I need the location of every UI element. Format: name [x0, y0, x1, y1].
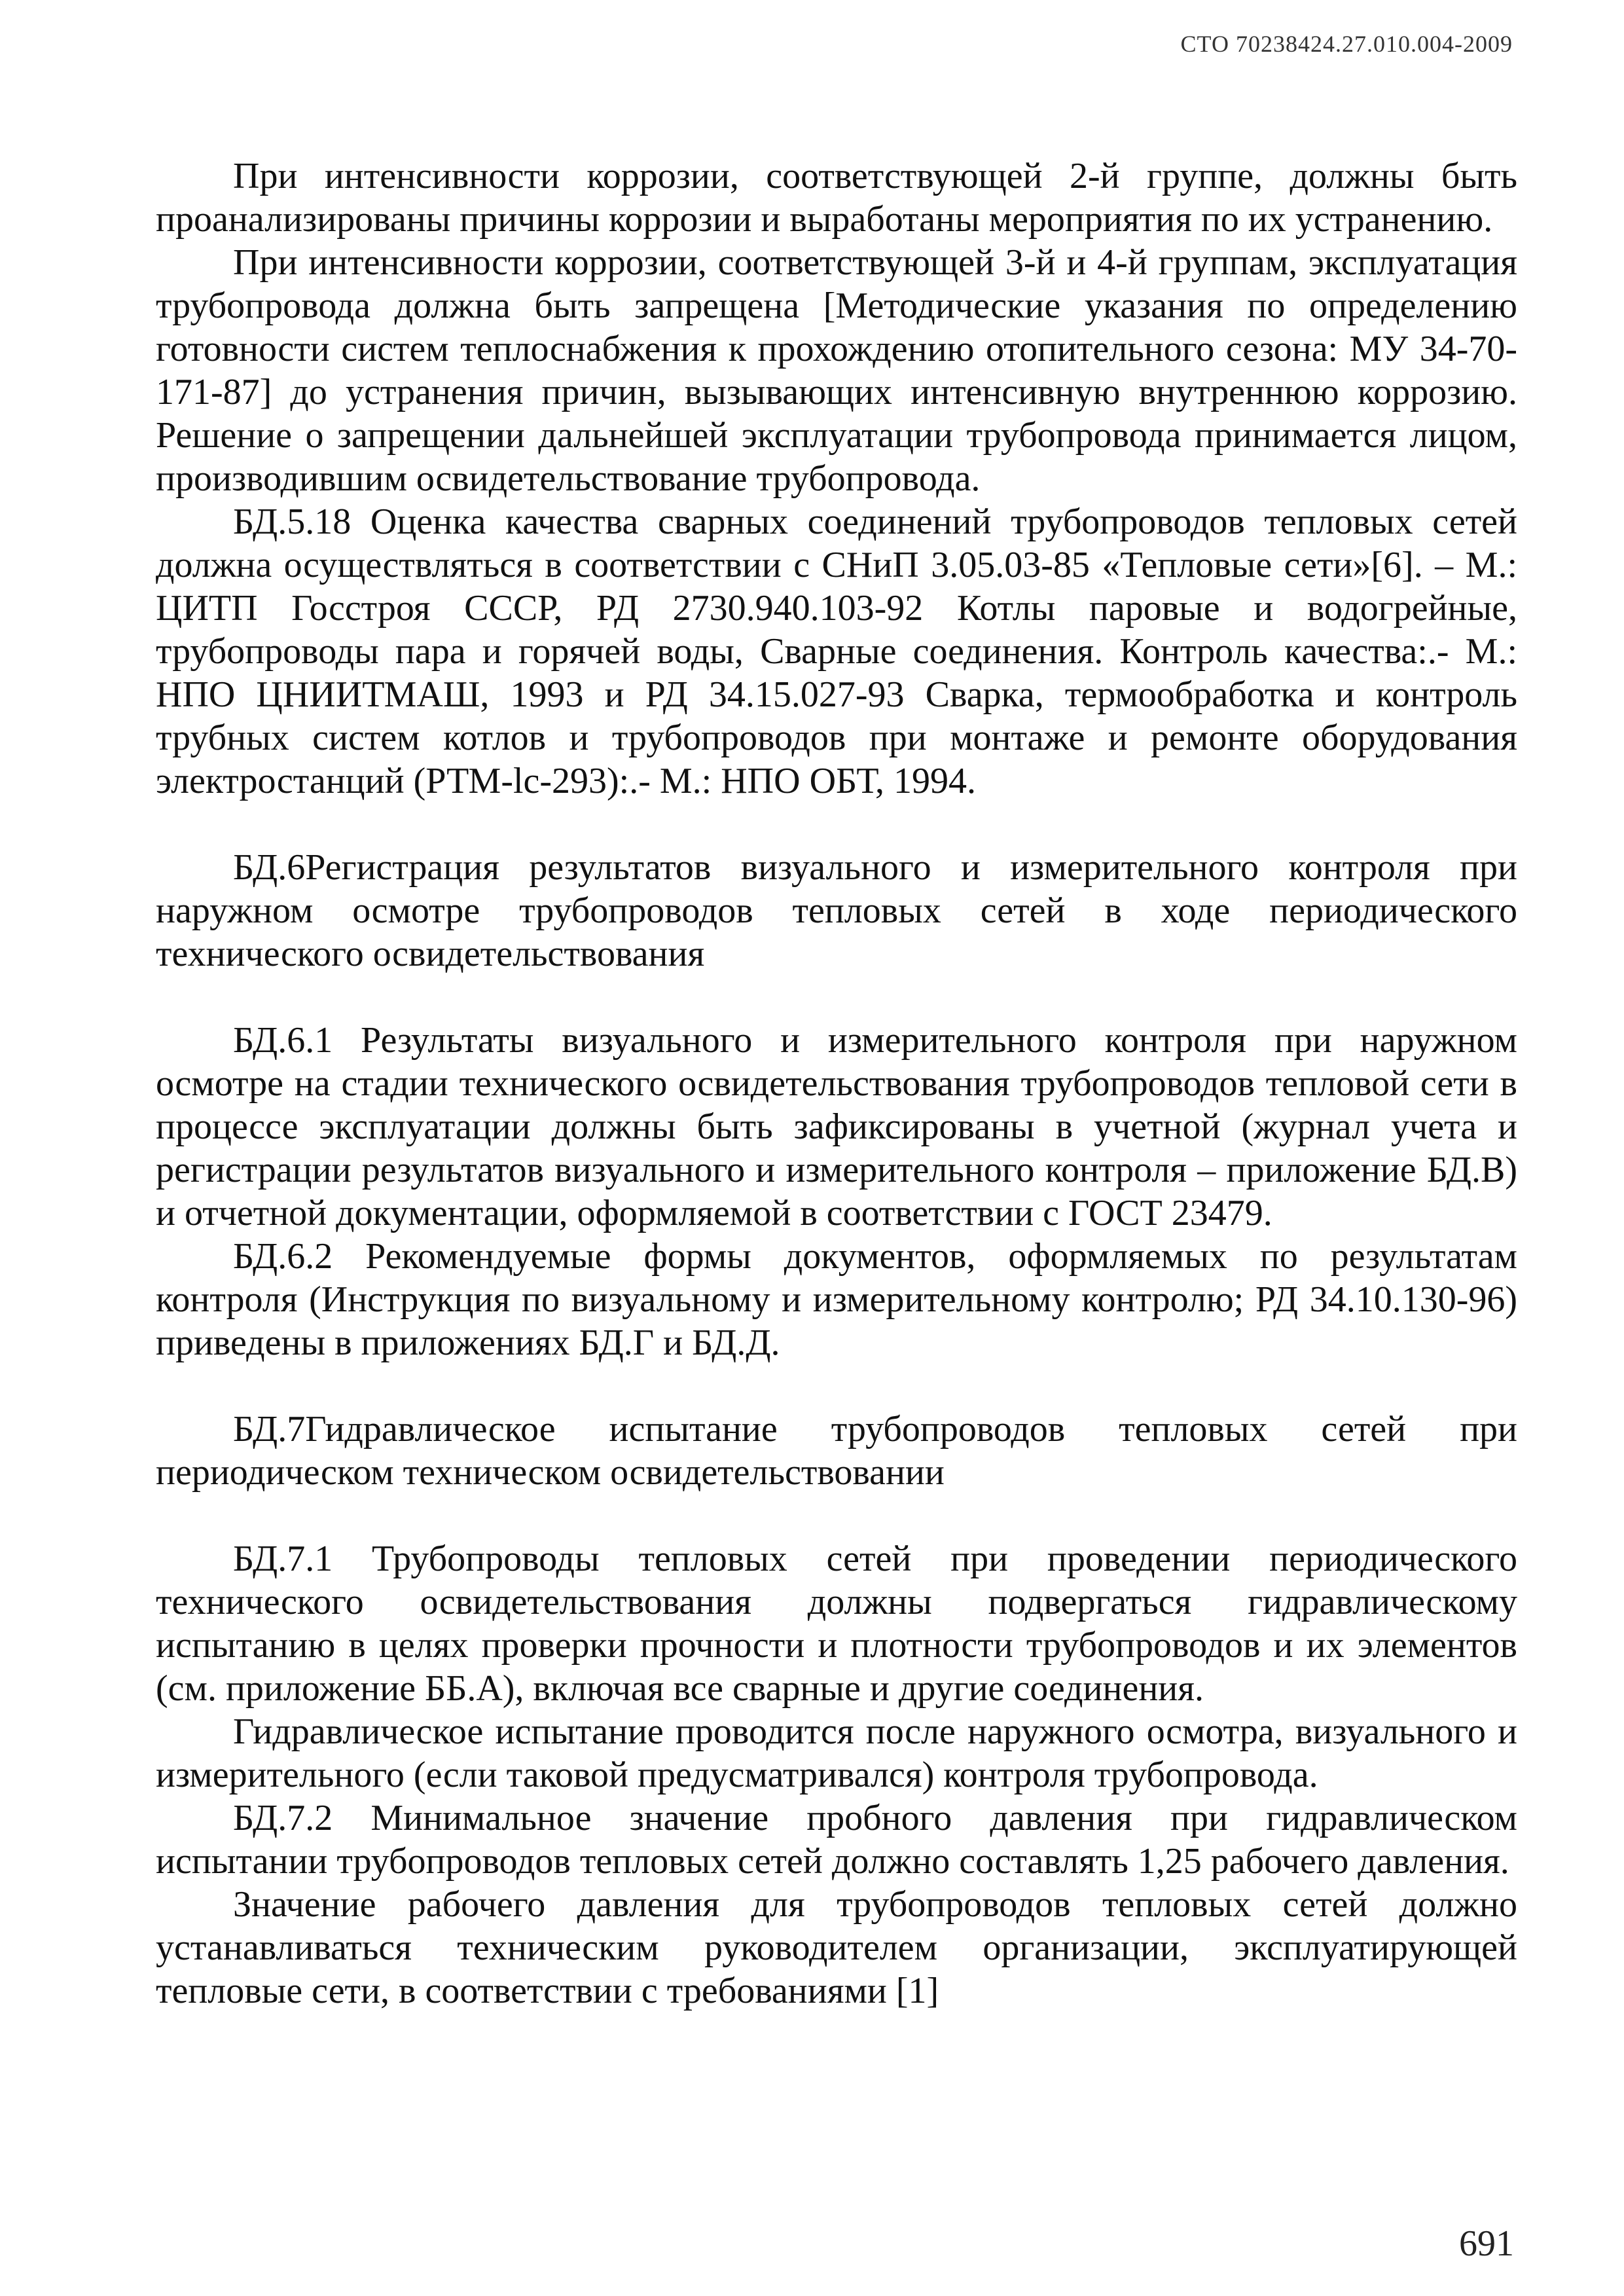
paragraph-bd-6-1: БД.6.1 Результаты визуального и измерительного контроля при наружном осмотре на стадии технического освидетельствования трубопроводов тепловой сети в процессе эксплуатации должны быть зафиксированы в учетной (журнал учета и регистрации результатов визуального и измерительного контроля – приложение БД.В) и отчетной документации, оформляемой в соответствии с ГОСТ 23479.: [156, 1020, 1517, 1233]
section-heading-bd-7: БД.7Гидравлическое испытание трубопроводов тепловых сетей при периодическом техническом освидетельствовании: [156, 1409, 1517, 1493]
paragraph-hydraulic-test-order: Гидравлическое испытание проводится после наружного осмотра, визуального и измерительного (если таковой предусматривался) контроля трубопровода.: [156, 1711, 1517, 1795]
paragraph-working-pressure: Значение рабочего давления для трубопроводов тепловых сетей должно устанавливаться техническим руководителем организации, эксплуатирующей тепловые сети, в соответствии с требованиями [1]: [156, 1884, 1517, 2011]
document-code-header: СТО 70238424.27.010.004-2009: [1180, 31, 1513, 57]
paragraph-bd-7-1: БД.7.1 Трубопроводы тепловых сетей при проведении периодического технического освидетельствования должны подвергаться гидравлическому испытанию в целях проверки прочности и плотности трубопроводов и их элементов (см. приложение ББ.А), включая все сварные и другие соединения.: [156, 1539, 1517, 1709]
section-heading-bd-6: БД.6Регистрация результатов визуального и измерительного контроля при наружном осмотре трубопроводов тепловых сетей в ходе периодического технического освидетельствования: [156, 847, 1517, 974]
paragraph-corrosion-group-3-4: При интенсивности коррозии, соответствующей 3-й и 4-й группам, эксплуатация трубопровода должна быть запрещена [Методические указания по определению готовности систем теплоснабжения к прохождению отопительного сезона: МУ 34-70-171-87] до устранения причин, вызывающих интенсивную внутреннюю коррозию. Решение о запрещении дальнейшей эксплуатации трубопровода принимается лицом, производившим освидетельствование трубопровода.: [156, 242, 1517, 499]
paragraph-bd-7-2: БД.7.2 Минимальное значение пробного давления при гидравлическом испытании трубопроводов тепловых сетей должно составлять 1,25 рабочего давления.: [156, 1798, 1517, 1882]
page-number: 691: [1459, 2223, 1514, 2264]
paragraph-bd-6-2: БД.6.2 Рекомендуемые формы документов, оформляемых по результатам контроля (Инструкция по визуальному и измерительному контролю; РД 34.10.130-96) приведены в приложениях БД.Г и БД.Д.: [156, 1236, 1517, 1363]
page-body: [156, 155, 1517, 2013]
paragraph-bd-5-18: БД.5.18 Оценка качества сварных соединений трубопроводов тепловых сетей должна осуществляться в соответствии с СНиП 3.05.03-85 «Тепловые сети»[6]. – М.: ЦИТП Госстроя СССР, РД 2730.940.103-92 Котлы паровые и водогрейные, трубопроводы пара и горячей воды, Сварные соединения. Контроль качества:.- М.: НПО ЦНИИТМАШ, 1993 и РД 34.15.027-93 Сварка, термообработка и контроль трубных систем котлов и трубопроводов при монтаже и ремонте оборудования электростанций (РТМ-lc-293):.- М.: НПО ОБТ, 1994.: [156, 501, 1517, 801]
paragraph-corrosion-group-2: При интенсивности коррозии, соответствующей 2-й группе, должны быть проанализированы причины коррозии и выработаны мероприятия по их устранению.: [156, 156, 1517, 240]
